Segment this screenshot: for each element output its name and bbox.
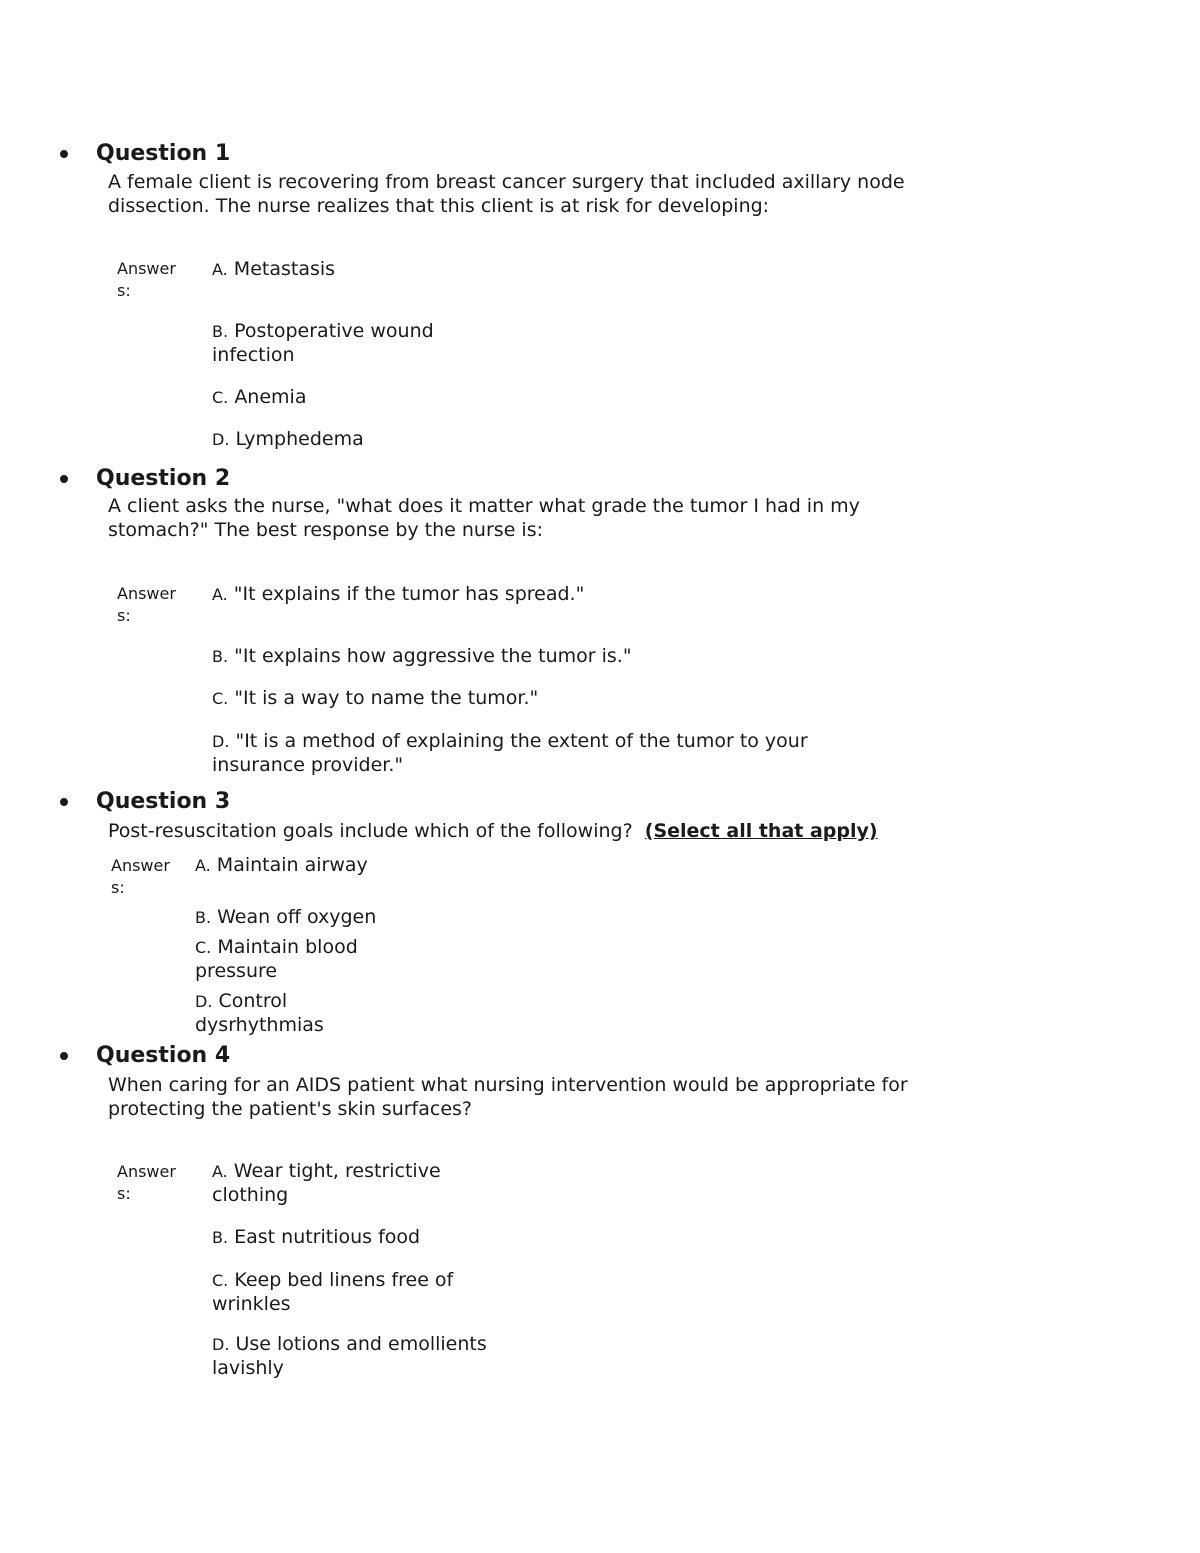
answers-label-line: s:: [117, 606, 131, 625]
choice-text: Wean off oxygen: [217, 906, 377, 928]
answer-choice-d[interactable]: [212, 428, 364, 452]
choice-text: "It explains how aggressive the tumor is.": [234, 645, 632, 667]
choice-letter: B.: [212, 1228, 229, 1247]
choice-text: Lymphedema: [235, 428, 364, 450]
answers-label: [117, 583, 176, 627]
answers-label: [117, 1161, 176, 1205]
answer-choice-b[interactable]: [212, 1226, 420, 1250]
choice-text: Wear tight, restrictive: [233, 1160, 441, 1182]
choice-text: East nutritious food: [234, 1226, 421, 1248]
choice-letter: C.: [212, 1271, 229, 1290]
question-1-text-line: dissection. The nurse realizes that this client is at risk for developing:: [108, 194, 770, 217]
list-bullet: [60, 150, 68, 158]
answers-label-line: Answer: [111, 856, 170, 875]
choice-letter: A.: [212, 260, 228, 279]
answer-choice-c[interactable]: [212, 687, 538, 711]
answer-choice-b[interactable]: [195, 906, 376, 930]
answers-label: [117, 258, 176, 302]
answer-choice-d[interactable]: [195, 990, 324, 1037]
question-3-title: Question 3: [96, 789, 231, 814]
answer-choice-a[interactable]: [212, 1160, 441, 1207]
question-3-text-line: Post-resuscitation goals include which of the following?: [108, 820, 633, 842]
question-4-text: [108, 1074, 908, 1121]
choice-letter: C.: [195, 938, 212, 957]
choice-text: Anemia: [234, 386, 307, 408]
question-1-text: [108, 171, 905, 218]
answers-label-line: s:: [117, 1184, 131, 1203]
answers-label-line: s:: [117, 281, 131, 300]
answer-choice-a[interactable]: [212, 258, 335, 282]
choice-text: Control: [218, 990, 288, 1012]
choice-text: Maintain blood: [217, 936, 358, 958]
choice-letter: C.: [212, 388, 229, 407]
choice-letter: A.: [195, 856, 211, 875]
question-2-text: [108, 495, 860, 542]
question-1-title: Question 1: [96, 141, 231, 166]
choice-text: lavishly: [212, 1356, 284, 1379]
answers-label: [111, 855, 170, 899]
choice-letter: B.: [195, 908, 212, 927]
choice-text: insurance provider.": [212, 753, 404, 776]
choice-text: Maintain airway: [216, 854, 368, 876]
answer-choice-b[interactable]: [212, 645, 632, 669]
answer-choice-b[interactable]: [212, 320, 434, 367]
question-2-text-line: stomach?" The best response by the nurse is:: [108, 518, 543, 541]
answer-choice-a[interactable]: [195, 854, 368, 878]
answers-label-line: Answer: [117, 1162, 176, 1181]
choice-letter: D.: [212, 732, 230, 751]
question-3-text: [108, 820, 878, 844]
choice-letter: A.: [212, 1162, 228, 1181]
choice-text: "It is a method of explaining the extent of the tumor to your: [235, 730, 808, 752]
answer-choice-d[interactable]: [212, 730, 808, 777]
choice-text: wrinkles: [212, 1292, 291, 1315]
answer-choice-c[interactable]: [195, 936, 358, 983]
answer-choice-d[interactable]: [212, 1333, 487, 1380]
choice-letter: A.: [212, 585, 228, 604]
answers-label-line: Answer: [117, 584, 176, 603]
choice-text: Use lotions and emollients: [235, 1333, 487, 1355]
question-2-text-line: A client asks the nurse, "what does it matter what grade the tumor I had in my: [108, 495, 860, 517]
list-bullet: [60, 1052, 68, 1060]
choice-letter: D.: [195, 992, 213, 1011]
choice-text: Metastasis: [233, 258, 336, 280]
question-2-title: Question 2: [96, 466, 231, 491]
answer-choice-c[interactable]: [212, 1269, 453, 1316]
list-bullet: [60, 798, 68, 806]
answers-label-line: Answer: [117, 259, 176, 278]
question-4-text-line: protecting the patient's skin surfaces?: [108, 1097, 472, 1120]
choice-letter: B.: [212, 322, 229, 341]
list-bullet: [60, 475, 68, 483]
choice-text: Keep bed linens free of: [234, 1269, 454, 1291]
choice-text: pressure: [195, 959, 278, 982]
choice-letter: D.: [212, 1335, 230, 1354]
choice-letter: D.: [212, 430, 230, 449]
choice-text: "It is a way to name the tumor.": [234, 687, 539, 709]
select-all-note: (Select all that apply): [644, 820, 878, 842]
choice-text: infection: [212, 343, 295, 366]
choice-text: "It explains if the tumor has spread.": [233, 583, 585, 605]
choice-text: Postoperative wound: [234, 320, 434, 342]
answer-choice-a[interactable]: [212, 583, 584, 607]
choice-letter: B.: [212, 647, 229, 666]
choice-letter: C.: [212, 689, 229, 708]
question-1-text-line: A female client is recovering from breast cancer surgery that included axillary node: [108, 171, 905, 193]
answers-label-line: s:: [111, 878, 125, 897]
choice-text: clothing: [212, 1183, 289, 1206]
question-4-text-line: When caring for an AIDS patient what nursing intervention would be appropriate for: [108, 1074, 908, 1096]
question-4-title: Question 4: [96, 1043, 231, 1068]
choice-text: dysrhythmias: [195, 1013, 324, 1036]
answer-choice-c[interactable]: [212, 386, 306, 410]
